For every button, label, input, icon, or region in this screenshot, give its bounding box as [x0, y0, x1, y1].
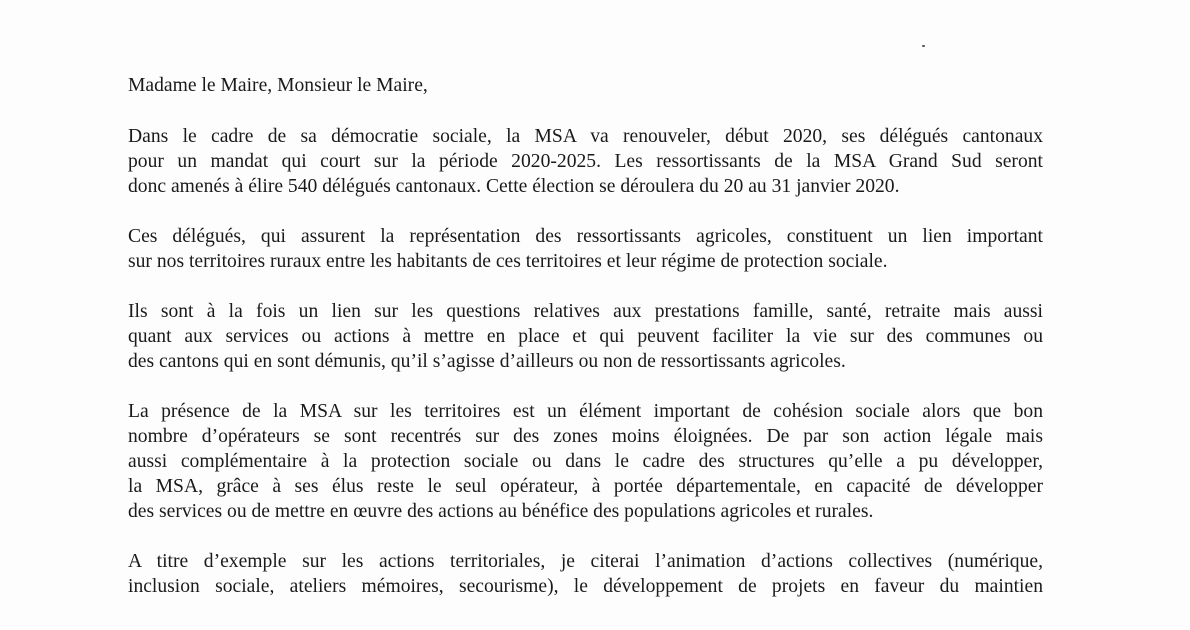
paragraph-line: des services ou de mettre en œuvre des actions au bénéfice des populations agricoles et rurales. [128, 501, 874, 522]
paragraph-services [128, 299, 1043, 374]
paragraph-line: pour un mandat qui court sur la période 2020-2025. Les ressortissants de la MSA Grand Sud seront [128, 151, 1043, 172]
paragraph-line: quant aux services ou actions à mettre en place et qui peuvent faciliter la vie sur des communes ou [128, 326, 1043, 347]
paragraph-line: La présence de la MSA sur les territoires est un élément important de cohésion sociale alors que bon [128, 401, 1043, 422]
paragraph-line: sur nos territoires ruraux entre les habitants de ces territoires et leur régime de protection sociale. [128, 251, 888, 272]
paragraph-line: Ils sont à la fois un lien sur les questions relatives aux prestations famille, santé, retraite mais aussi [128, 301, 1043, 322]
paragraph-line: Dans le cadre de sa démocratie sociale, la MSA va renouveler, début 2020, ses délégués cantonaux [128, 126, 1043, 147]
paragraph-line: nombre d’opérateurs se sont recentrés sur des zones moins éloignées. De par son action légale mais [128, 426, 1043, 447]
paragraph-line: la MSA, grâce à ses élus reste le seul opérateur, à portée départementale, en capacité de développer [128, 476, 1043, 497]
paragraph-line: Ces délégués, qui assurent la représentation des ressortissants agricoles, constituent un lien important [128, 226, 1043, 247]
paragraph-line: donc amenés à élire 540 délégués cantonaux. Cette élection se déroulera du 20 au 31 janvier 2020. [128, 176, 900, 197]
paragraph-examples [128, 549, 1043, 599]
paragraph-election [128, 124, 1043, 199]
paragraph-presence [128, 399, 1043, 524]
salutation: Madame le Maire, Monsieur le Maire, [128, 75, 428, 96]
paragraph-line: aussi complémentaire à la protection sociale ou dans le cadre des structures qu’elle a pu développer, [128, 451, 1043, 472]
letter-body [128, 73, 1043, 624]
paragraph-line: inclusion sociale, ateliers mémoires, secourisme), le développement de projets en faveur du maintien [128, 576, 1043, 597]
paragraph-line: des cantons qui en sont démunis, qu’il s’agisse d’ailleurs ou non de ressortissants agricoles. [128, 351, 846, 372]
paragraph-delegates [128, 224, 1043, 274]
paragraph-line: A titre d’exemple sur les actions territoriales, je citerai l’animation d’actions collectives (numérique, [128, 551, 1043, 572]
scan-speck-mark [922, 45, 925, 47]
